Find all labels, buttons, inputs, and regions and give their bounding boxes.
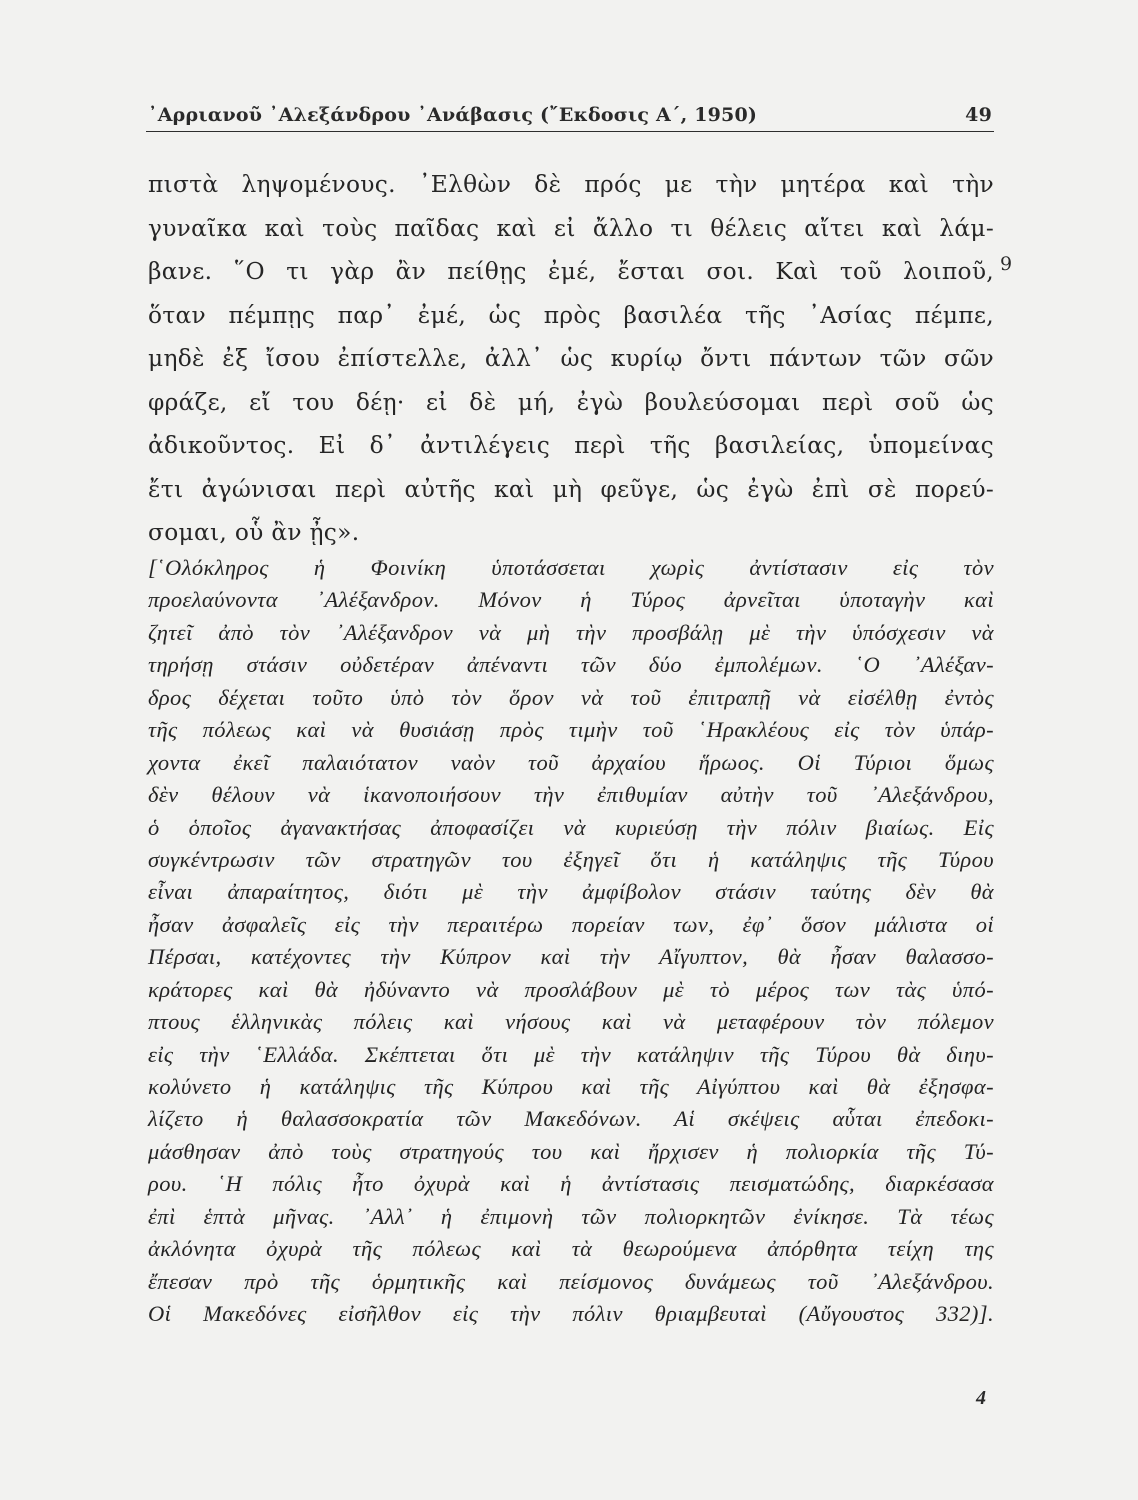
text-line: μηδὲ ἐξ ἴσου ἐπίστελλε, ἀλλ᾿ ὡς κυρίῳ ὄντι πάντων τῶν σῶν: [148, 345, 994, 372]
summary-line: εἶναι ἀπαραίτητος, διότι μὲ τὴν ἀμφίβολον στάσιν ταύτης δὲν θὰ: [148, 879, 994, 905]
header-rule: [146, 131, 994, 132]
summary-line: δρος δέχεται τοῦτο ὑπὸ τὸν ὅρον νὰ τοῦ ἐπιτραπῇ νὰ εἰσέλθῃ ἐντὸς: [148, 684, 994, 710]
summary-line: προελαύνοντα ᾿Αλέξανδρον. Μόνον ἡ Τύρος ἀρνεῖται ὑποταγὴν καὶ: [148, 587, 994, 613]
text-line: ἔτι ἀγώνισαι περὶ αὐτῆς καὶ μὴ φεῦγε, ὡς ἐγὼ ἐπὶ σὲ πορεύ-: [148, 475, 994, 503]
text-line: φράζε, εἴ του δέῃ· εἰ δὲ μή, ἐγὼ βουλεύσομαι περὶ σοῦ ὡς: [148, 388, 994, 416]
summary-line: ρου. ῾Η πόλις ἦτο ὀχυρὰ καὶ ἡ ἀντίστασις πεισματώδης, διαρκέσασα: [148, 1171, 994, 1197]
text-line: σομαι, οὗ ἂν ᾖς».: [148, 519, 360, 546]
summary-line: εἰς τὴν ῾Ελλάδα. Σκέπτεται ὅτι μὲ τὴν κατάληψιν τῆς Τύρου θὰ διηυ-: [148, 1041, 994, 1067]
summary-line: ἔπεσαν πρὸ τῆς ὁρμητικῆς καὶ πείσμονος δυνάμεως τοῦ ᾿Αλεξάνδρου.: [148, 1268, 994, 1294]
running-header: [148, 102, 992, 130]
summary-line: ὁ ὁποῖος ἀγανακτήσας ἀποφασίζει νὰ κυριεύσῃ τὴν πόλιν βιαίως. Εἰς: [148, 814, 994, 840]
summary-line: πτους ἑλληνικὰς πόλεις καὶ νήσους καὶ νὰ μεταφέρουν τὸν πόλεμον: [148, 1009, 994, 1035]
text-line: ἀδικοῦντος. Εἰ δ᾿ ἀντιλέγεις περὶ τῆς βασιλείας, ὑπομείνας: [148, 432, 994, 459]
text-line: πιστὰ ληψομένους. ᾿Ελθὼν δὲ πρός με τὴν μητέρα καὶ τὴν: [148, 171, 994, 198]
summary-line: χοντα ἐκεῖ παλαιότατον ναὸν τοῦ ἀρχαίου ἥρωος. Οἱ Τύριοι ὅμως: [148, 749, 994, 775]
summary-line: δὲν θέλουν νὰ ἱκανοποιήσουν τὴν ἐπιθυμίαν αὐτὴν τοῦ ᾿Αλεξάνδρου,: [148, 782, 994, 808]
summary-line: κράτορες καὶ θὰ ἠδύναντο νὰ προσλάβουν μὲ τὸ μέρος των τὰς ὑπό-: [148, 976, 994, 1002]
running-title: ᾿Αρριανοῦ ᾿Αλεξάνδρου ᾿Ανάβασις (῎Εκδοσις Α΄, 1950): [148, 104, 758, 126]
summary-line: μάσθησαν ἀπὸ τοὺς στρατηγούς του καὶ ἤρχισεν ἡ πολιορκία τῆς Τύ-: [148, 1138, 994, 1164]
summary-line: ἐπὶ ἑπτὰ μῆνας. ᾿Αλλ᾿ ἡ ἐπιμονὴ τῶν πολιορκητῶν ἐνίκησε. Τὰ τέως: [148, 1203, 994, 1229]
italic-summary: [148, 552, 994, 1331]
summary-line: λίζετο ἡ θαλασσοκρατία τῶν Μακεδόνων. Αἱ σκέψεις αὗται ἐπεδοκι-: [148, 1106, 994, 1132]
summary-line: Πέρσαι, κατέχοντες τὴν Κύπρον καὶ τὴν Αἴγυπτον, θὰ ἦσαν θαλασσο-: [148, 944, 994, 970]
summary-line: κολύνετο ἡ κατάληψις τῆς Κύπρου καὶ τῆς Αἰγύπτου καὶ θὰ ἐξησφα-: [148, 1074, 994, 1099]
summary-line: συγκέντρωσιν τῶν στρατηγῶν του ἐξηγεῖ ὅτι ἡ κατάληψις τῆς Τύρου: [148, 846, 994, 872]
summary-line: ἀκλόνητα ὀχυρὰ τῆς πόλεως καὶ τὰ θεωρούμενα ἀπόρθητα τείχη της: [148, 1236, 994, 1262]
page-number: 49: [965, 104, 992, 126]
summary-line: ζητεῖ ἀπὸ τὸν ᾿Αλέξανδρον νὰ μὴ τὴν προσβάλῃ μὲ τὴν ὑπόσχεσιν νὰ: [148, 619, 994, 645]
margin-section-number: 9: [1000, 253, 1013, 275]
text-line: γυναῖκα καὶ τοὺς παῖδας καὶ εἰ ἄλλο τι θέλεις αἴτει καὶ λάμ-: [148, 214, 994, 242]
summary-line: τῆς πόλεως καὶ νὰ θυσιάσῃ πρὸς τιμὴν τοῦ ῾Ηρακλέους εἰς τὸν ὑπάρ-: [148, 717, 994, 743]
summary-line: τηρήσῃ στάσιν οὐδετέραν ἀπέναντι τῶν δύο ἐμπολέμων. ῾Ο ᾿Αλέξαν-: [148, 652, 994, 678]
signature-mark: 4: [976, 1387, 986, 1409]
summary-line: [῾Ολόκληρος ἡ Φοινίκη ὑποτάσσεται χωρὶς ἀντίστασιν εἰς τὸν: [148, 555, 994, 580]
text-line: βανε. ῞Ο τι γὰρ ἂν πείθῃς ἐμέ, ἔσται σοι. Καὶ τοῦ λοιποῦ,: [148, 258, 994, 285]
summary-line: ἦσαν ἀσφαλεῖς εἰς τὴν περαιτέρω πορείαν των, ἐφ᾿ ὅσον μάλιστα οἱ: [148, 911, 994, 937]
greek-text-body: [148, 163, 994, 555]
text-line: ὅταν πέμπῃς παρ᾿ ἐμέ, ὡς πρὸς βασιλέα τῆς ᾿Ασίας πέμπε,: [148, 301, 994, 329]
summary-line: Οἱ Μακεδόνες εἰσῆλθον εἰς τὴν πόλιν θριαμβευταὶ (Αὔγουστος 332)].: [148, 1301, 994, 1327]
